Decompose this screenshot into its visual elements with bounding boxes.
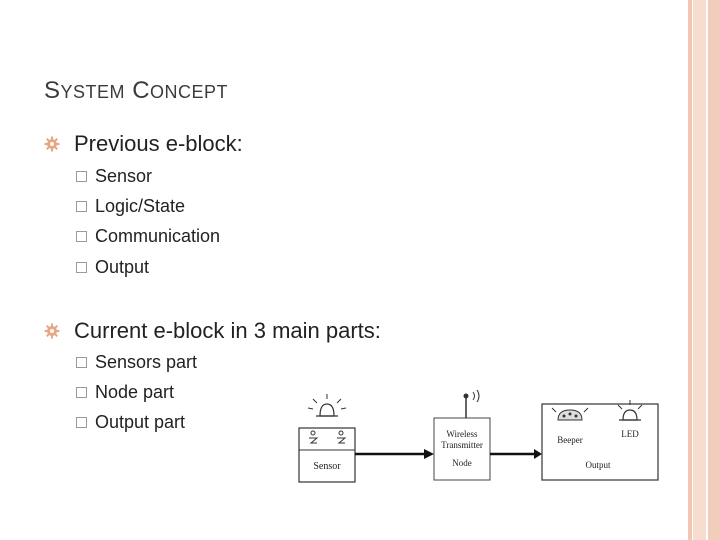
sensor-label: Sensor: [313, 461, 341, 472]
decorative-side-bar: [688, 0, 692, 540]
node-line-2: Transmitter: [441, 440, 483, 450]
bullet-previous-e-block: [44, 131, 243, 157]
sensor-switch-icon: [309, 431, 345, 443]
gear-bullet-icon: [44, 323, 60, 339]
antenna-icon: [464, 390, 480, 418]
beeper-label: Beeper: [557, 435, 583, 445]
led-label: LED: [621, 429, 639, 439]
sub-item: Communication: [76, 226, 220, 247]
arrow-head-icon: [424, 449, 434, 459]
sub-item: Output part: [76, 412, 185, 433]
checkbox-bullet-icon: [76, 417, 87, 428]
output-label: Output: [585, 460, 611, 470]
system-diagram: [296, 386, 664, 486]
slide-title: SYSTEM CONCEPT: [44, 77, 229, 104]
sub-item: Sensors part: [76, 352, 197, 373]
alarm-light-icon: [308, 394, 346, 416]
bullet-label: Previous e-block:: [74, 131, 243, 156]
node-line-1: Wireless: [446, 429, 478, 439]
decorative-side-bar: [708, 0, 720, 540]
output-block: [542, 400, 658, 480]
sub-item: Logic/State: [76, 196, 185, 217]
beeper-icon: [552, 408, 588, 420]
node-block: [434, 390, 490, 480]
checkbox-bullet-icon: [76, 171, 87, 182]
sub-item: Node part: [76, 382, 174, 403]
sub-item: Sensor: [76, 166, 152, 187]
checkbox-bullet-icon: [76, 231, 87, 242]
bullet-current-e-block: [44, 318, 381, 344]
gear-bullet-icon: [44, 136, 60, 152]
led-light-icon: [618, 400, 642, 420]
sub-item: Output: [76, 257, 149, 278]
checkbox-bullet-icon: [76, 262, 87, 273]
checkbox-bullet-icon: [76, 387, 87, 398]
node-label: Node: [452, 458, 472, 468]
checkbox-bullet-icon: [76, 201, 87, 212]
arrow-head-icon: [534, 449, 542, 459]
sensor-block: [299, 394, 355, 482]
checkbox-bullet-icon: [76, 357, 87, 368]
bullet-label: Current e-block in 3 main parts:: [74, 318, 381, 343]
decorative-side-bar: [693, 0, 706, 540]
